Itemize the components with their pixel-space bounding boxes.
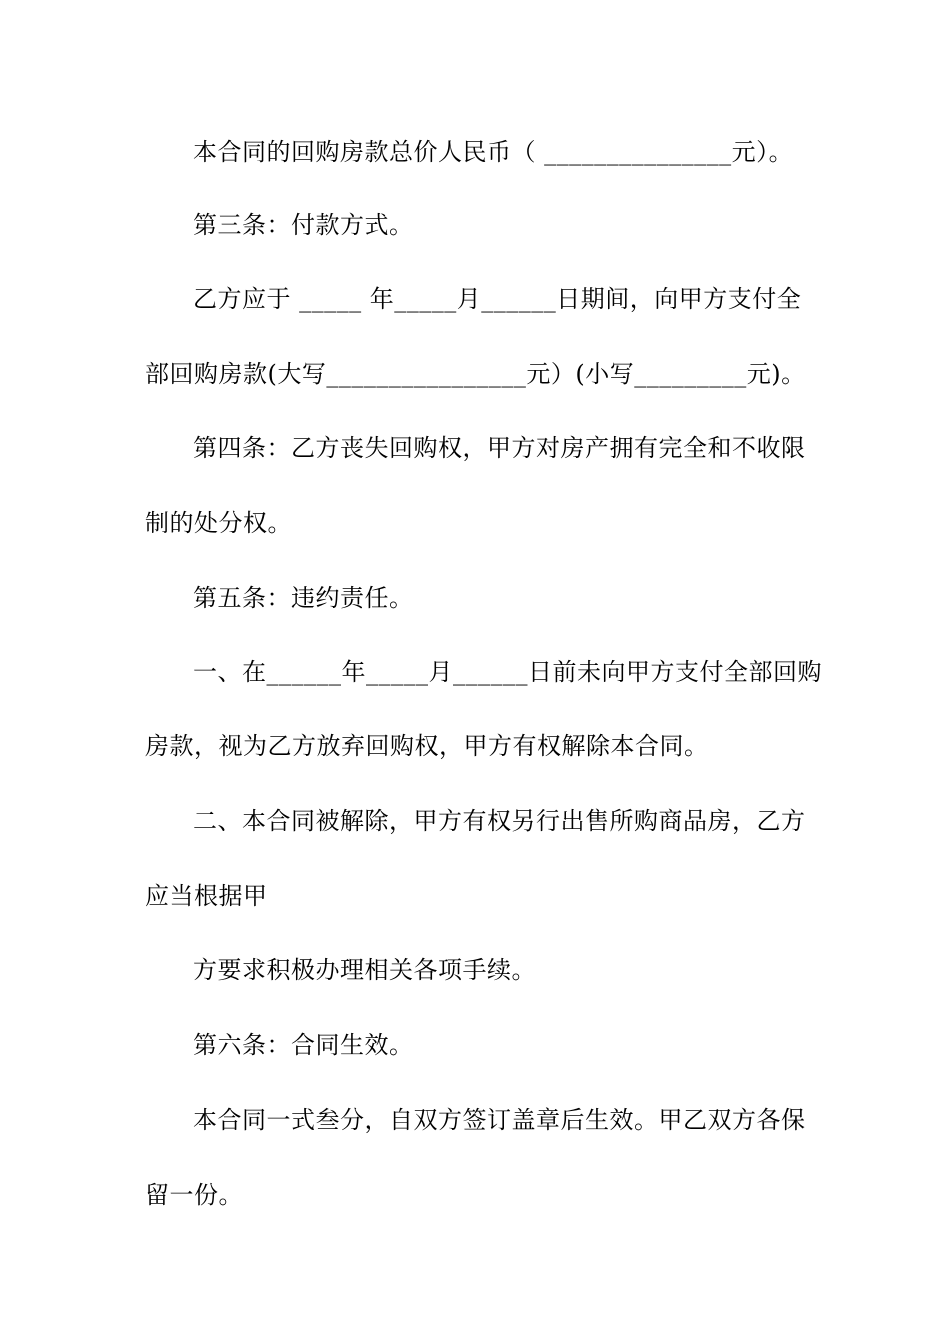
text-line-price-total: 本合同的回购房款总价人民币（ _______________元）。 [193, 138, 794, 166]
heading-article-5: 第五条：违约责任。 [193, 584, 414, 612]
heading-article-3: 第三条：付款方式。 [193, 211, 414, 239]
text-line-clause-2: 二、本合同被解除，甲方有权另行出售所购商品房，乙方 [193, 807, 806, 835]
text-line-clause-1-cont: 房款，视为乙方放弃回购权，甲方有权解除本合同。 [145, 732, 709, 760]
heading-article-6: 第六条：合同生效。 [193, 1031, 414, 1059]
text-line-clause-2-end: 方要求积极办理相关各项手续。 [193, 956, 536, 984]
text-line-payment-date: 乙方应于 _____ 年_____月______日期间，向甲方支付全 [193, 285, 802, 313]
text-line-clause-2-cont: 应当根据甲 [145, 882, 268, 910]
text-line-clause-1: 一、在______年_____月______日前未向甲方支付全部回购 [193, 658, 822, 686]
heading-article-4: 第四条：乙方丧失回购权，甲方对房产拥有完全和不收限 [193, 434, 806, 462]
text-line-effect-cont: 留一份。 [145, 1181, 243, 1209]
text-line-article-4-cont: 制的处分权。 [145, 509, 292, 537]
text-line-effect: 本合同一式叁分，自双方签订盖章后生效。甲乙双方各保 [193, 1106, 806, 1134]
text-line-payment-amount: 部回购房款(大写________________元）(小写_________元)。 [145, 360, 806, 388]
